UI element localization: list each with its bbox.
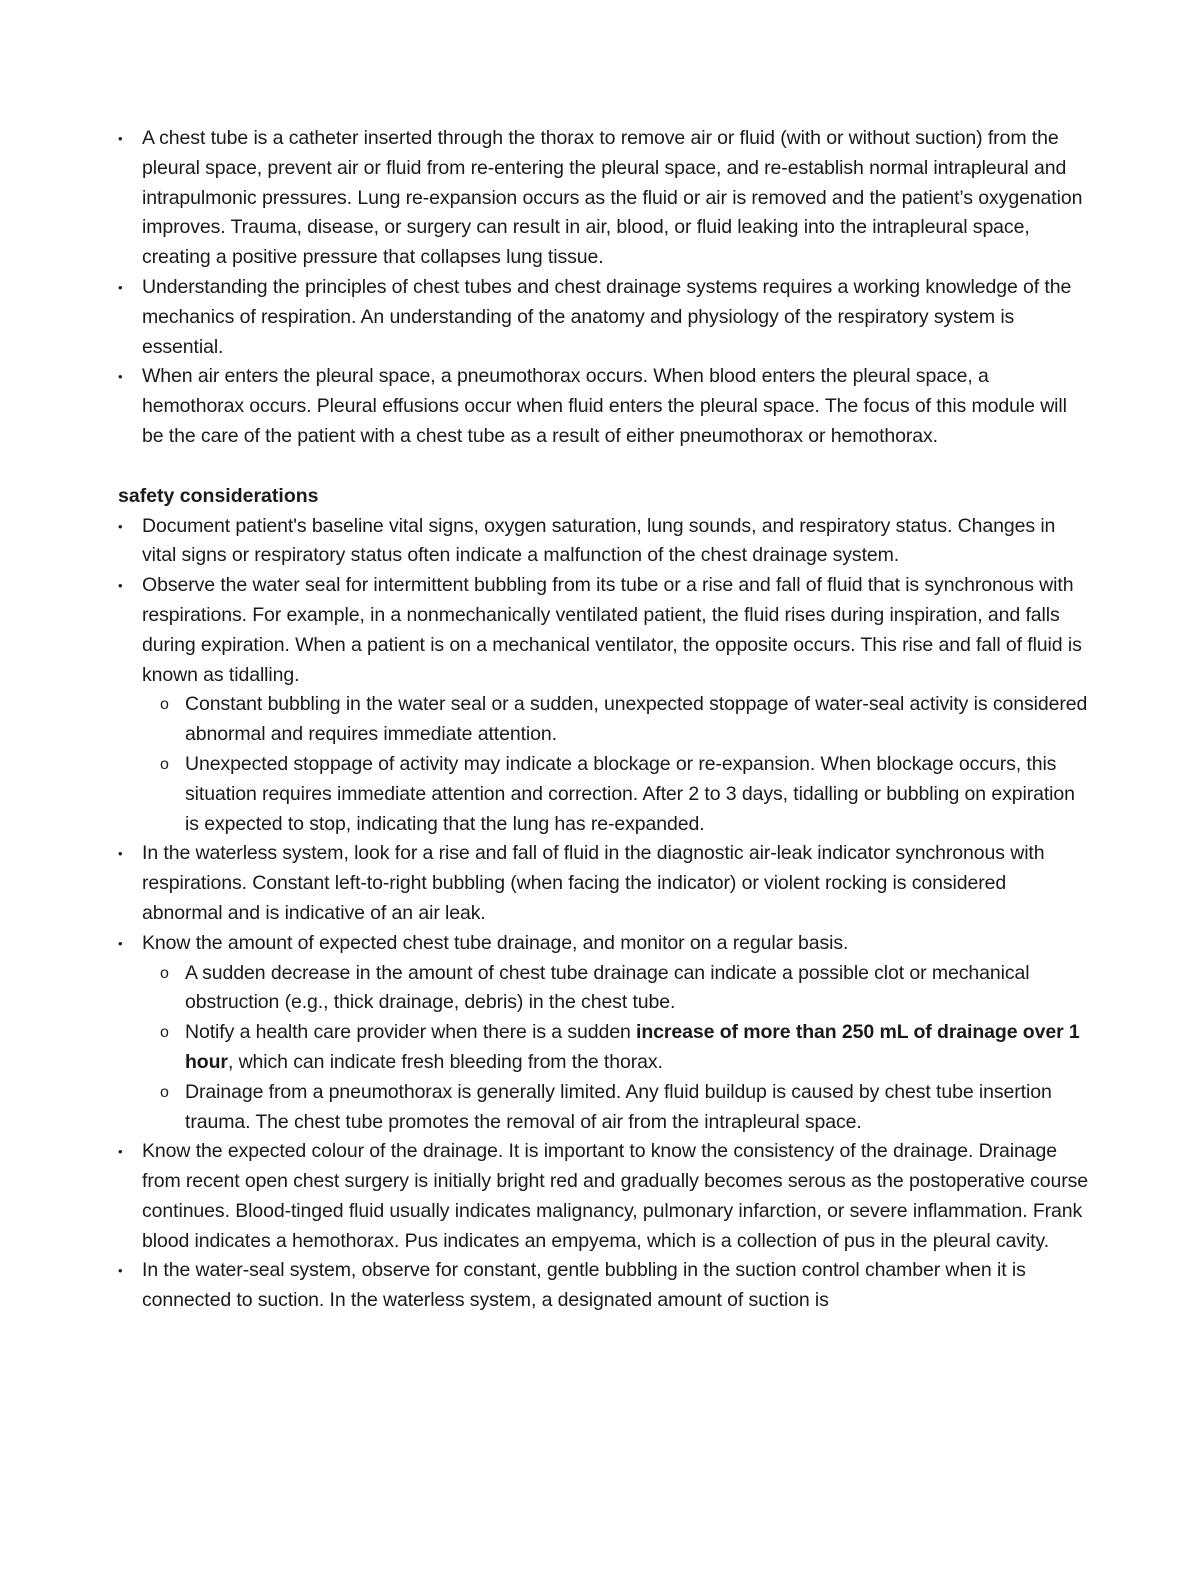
text-run: Notify a health care provider when there is a sudden xyxy=(185,1021,637,1044)
paragraph-text: Drainage from a pneumothorax is generally limited. Any fluid buildup is caused by chest tube insertion trauma. The chest tube promotes the removal of air from the intrapleural space. xyxy=(185,1080,1052,1133)
paragraph-text: Document patient's baseline vital signs, oxygen saturation, lung sounds, and respiratory status. Changes in vital signs or respiratory status often indicate a malfunction of the chest drainage system. xyxy=(142,514,1056,567)
section-heading: safety considerations xyxy=(118,484,319,507)
paragraph-text: Know the expected colour of the drainage. It is important to know the consistency of the drainage. Drainage from recent open chest surgery is initially bright red and gradually becomes serous as the postoperative course continues. Blood-tinged fluid usually indicates malignancy, pulmonary infarction, or severe inflammation. Frank blood indicates a hemothorax. Pus indicates an empyema, which is a collection of pus in the pleural cavity. xyxy=(142,1140,1088,1252)
paragraph-text: A sudden decrease in the amount of chest tube drainage can indicate a possible clot or mechanical obstruction (e.g., thick drainage, debris) in the chest tube. xyxy=(185,961,1030,1014)
list-item xyxy=(0,273,1200,362)
list-item xyxy=(0,512,1200,572)
list-item xyxy=(0,124,1200,273)
circle-bullet-icon: o xyxy=(160,696,169,714)
sub-list-item xyxy=(0,1018,1200,1078)
paragraph-text: In the waterless system, look for a rise and fall of fluid in the diagnostic air-leak indicator synchronous with respirations. Constant left-to-right bubbling (when facing the indicator) or violent rocking is considered abnormal and is indicative of an air leak. xyxy=(142,842,1045,924)
list-item xyxy=(0,1137,1200,1256)
paragraph-text: In the water-seal system, observe for constant, gentle bubbling in the suction control chamber when it is connected to suction. In the waterless system, a designated amount of suction is xyxy=(142,1259,1026,1312)
bullet-icon: • xyxy=(118,935,123,951)
paragraph-text xyxy=(185,1021,1080,1073)
emphasis-text: increase of more than 250 mL of drainage over 1 hour xyxy=(185,1021,1080,1073)
list-item xyxy=(0,839,1200,928)
sub-list-item xyxy=(0,690,1200,750)
list-item xyxy=(0,362,1200,451)
paragraph-text: Observe the water seal for intermittent bubbling from its tube or a rise and fall of fluid that is synchronous with respirations. For example, in a nonmechanically ventilated patient, the fluid rises during inspiration, and falls during expiration. When a patient is on a mechanical ventilator, the opposite occurs. This rise and fall of fluid is known as tidalling. xyxy=(142,574,1082,686)
list-item xyxy=(0,929,1200,959)
document-page xyxy=(0,124,1200,1316)
bullet-icon: • xyxy=(118,518,123,534)
text-run: , which can indicate fresh bleeding from the thorax. xyxy=(227,1050,663,1073)
paragraph-text: Know the amount of expected chest tube drainage, and monitor on a regular basis. xyxy=(142,931,849,954)
list-item xyxy=(0,571,1200,690)
paragraph-text: Constant bubbling in the water seal or a sudden, unexpected stoppage of water-seal activity is considered abnormal and requires immediate attention. xyxy=(185,693,1088,746)
sub-list-item xyxy=(0,959,1200,1019)
bullet-icon: • xyxy=(118,1144,123,1160)
sub-list-item xyxy=(0,750,1200,839)
bullet-icon: • xyxy=(118,846,123,862)
paragraph-text: A chest tube is a catheter inserted through the thorax to remove air or fluid (with or without suction) from the pleural space, prevent air or fluid from re-entering the pleural space, and re-establish normal intrapleural and intrapulmonic pressures. Lung re-expansion occurs as the fluid or air is removed and the patient’s oxygenation improves. Trauma, disease, or surgery can result in air, blood, or fluid leaking into the intrapleural space, creating a positive pressure that collapses lung tissue. xyxy=(142,127,1083,269)
paragraph-text: Understanding the principles of chest tubes and chest drainage systems requires a working knowledge of the mechanics of respiration. An understanding of the anatomy and physiology of the respiratory system is essential. xyxy=(142,275,1072,358)
bullet-icon: • xyxy=(118,279,123,295)
paragraph-text: When air enters the pleural space, a pneumothorax occurs. When blood enters the pleural space, a hemothorax occurs. Pleural effusions occur when fluid enters the pleural space. The focus of this module will be the care of the patient with a chest tube as a result of either pneumothorax or hemothorax. xyxy=(142,365,1067,447)
bullet-icon: • xyxy=(118,578,123,594)
sub-list-item xyxy=(0,1078,1200,1138)
circle-bullet-icon: o xyxy=(160,1083,169,1101)
circle-bullet-icon: o xyxy=(160,755,169,773)
bullet-icon: • xyxy=(118,1263,123,1279)
circle-bullet-icon: o xyxy=(160,1024,169,1042)
bullet-icon: • xyxy=(118,131,123,146)
bullet-icon: • xyxy=(118,369,123,385)
paragraph-text: Unexpected stoppage of activity may indicate a blockage or re-expansion. When blockage occurs, this situation requires immediate attention and correction. After 2 to 3 days, tidalling or bubbling on expiration is expected to stop, indicating that the lung has re-expanded. xyxy=(185,752,1075,835)
circle-bullet-icon: o xyxy=(160,964,169,982)
list-item xyxy=(0,1256,1200,1316)
